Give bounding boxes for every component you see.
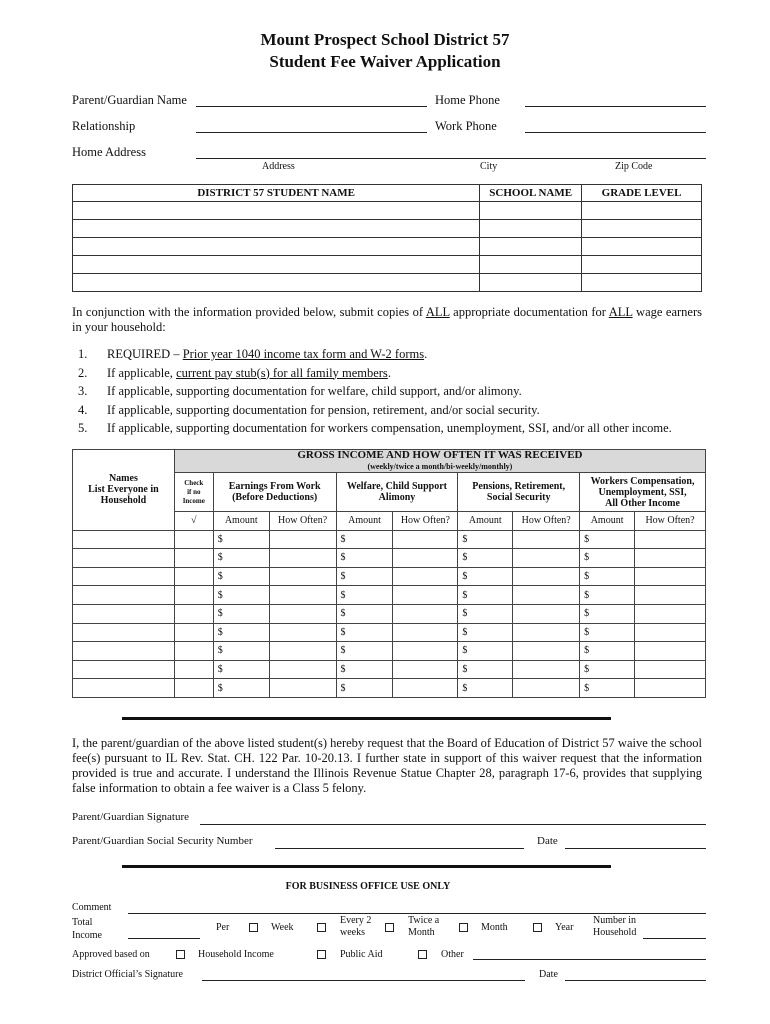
no-income-check-cell[interactable] (174, 586, 213, 605)
dollar-sign: $ (340, 571, 346, 583)
no-income-check-cell[interactable] (174, 567, 213, 586)
list-item (72, 364, 712, 383)
dollar-sign: $ (584, 626, 590, 638)
household-income-checkbox[interactable] (176, 950, 185, 959)
number-in-household-line: Number in (593, 915, 637, 926)
amount-cell[interactable] (336, 567, 393, 586)
check-header-line: Income (182, 496, 205, 505)
other-label: Other (441, 949, 464, 960)
dollar-sign: $ (217, 626, 223, 638)
amount-cell[interactable] (580, 549, 635, 568)
dollar-sign: $ (462, 571, 468, 583)
welfare-category-header (336, 473, 458, 512)
household-member-name-cell[interactable] (73, 679, 175, 698)
check-header-line: Check (184, 478, 204, 487)
certification-text: I, the parent/guardian of the above listed student(s) hereby request that the Board of Education of District 57 waive the school fee(s) pursuant to IL Rev. Stat. CH. 122 Par. 10-20.13. I further state in support of this waiver request that the information provided is true and accurate. I understand the Illinois Revenue Statue Chapter 28, paragraph 17-6, provides that supplying false information to obtain a fee waiver is a Class 5 felony. (72, 736, 702, 795)
how-often-cell[interactable] (269, 679, 336, 698)
names-header-line: Household (100, 495, 147, 507)
list-text-end: . (424, 347, 428, 361)
number-in-household-line: Household (593, 927, 637, 938)
how-often-cell[interactable] (393, 623, 458, 642)
amount-header: Amount (336, 512, 393, 531)
how-often-cell[interactable] (269, 567, 336, 586)
list-number: 3. (78, 384, 88, 398)
household-member-name-cell[interactable] (73, 567, 175, 586)
ssn-field[interactable] (275, 848, 524, 849)
check-mark-header: √ (174, 512, 213, 531)
twice-a-month-line: Month (408, 927, 435, 938)
no-income-check-cell[interactable] (174, 642, 213, 661)
signature-field[interactable] (200, 824, 706, 825)
school-name-cell[interactable] (480, 220, 582, 238)
address-sublabel: Address (262, 161, 295, 172)
names-header (73, 450, 175, 531)
amount-cell[interactable] (213, 530, 269, 549)
parent-name-label: Parent/Guardian Name (72, 93, 187, 107)
how-often-cell[interactable] (269, 604, 336, 623)
how-often-cell[interactable] (269, 660, 336, 679)
public-aid-checkbox[interactable] (317, 950, 326, 959)
total-income-line: Income (72, 930, 102, 941)
dollar-sign: $ (462, 589, 468, 601)
dollar-sign: $ (217, 664, 223, 676)
list-number: 4. (78, 402, 88, 417)
amount-cell[interactable] (336, 530, 393, 549)
dollar-sign: $ (217, 645, 223, 657)
amount-cell[interactable] (336, 660, 393, 679)
amount-cell[interactable] (458, 660, 513, 679)
business-date-label: Date (539, 969, 558, 980)
section-divider (122, 717, 611, 720)
dollar-sign: $ (584, 552, 590, 564)
documentation-list (72, 345, 712, 438)
dollar-sign: $ (462, 682, 468, 694)
other-checkbox[interactable] (418, 950, 427, 959)
amount-cell[interactable] (213, 567, 269, 586)
table-row (73, 274, 702, 292)
per-label: Per (216, 922, 230, 933)
category-line: All Other Income (605, 497, 680, 509)
grade-level-cell[interactable] (582, 238, 702, 256)
amount-cell[interactable] (458, 549, 513, 568)
list-item (72, 401, 712, 420)
how-often-cell[interactable] (635, 530, 706, 549)
official-signature-label: District Official’s Signature (72, 969, 183, 980)
dollar-sign: $ (217, 682, 223, 694)
how-often-cell[interactable] (269, 549, 336, 568)
household-member-name-cell[interactable] (73, 530, 175, 549)
student-name-cell[interactable] (73, 238, 480, 256)
every-2-weeks-line: weeks (340, 927, 365, 938)
dollar-sign: $ (217, 533, 223, 545)
dollar-sign: $ (217, 571, 223, 583)
how-often-cell[interactable] (635, 549, 706, 568)
date-field[interactable] (565, 848, 706, 849)
how-often-cell[interactable] (513, 642, 580, 661)
comment-field[interactable] (128, 913, 706, 914)
how-often-cell[interactable] (513, 623, 580, 642)
twice-a-month-label (408, 915, 439, 939)
student-name-cell[interactable] (73, 220, 480, 238)
student-table-header (73, 185, 702, 202)
how-often-header: How Often? (269, 512, 336, 531)
table-row (73, 679, 706, 698)
dollar-sign: $ (340, 552, 346, 564)
comment-label: Comment (72, 902, 112, 913)
dollar-sign: $ (584, 645, 590, 657)
income-table (72, 449, 706, 698)
amount-cell[interactable] (213, 679, 269, 698)
month-label: Month (481, 922, 508, 933)
table-row (73, 238, 702, 256)
total-income-field[interactable] (128, 938, 200, 939)
dollar-sign: $ (462, 552, 468, 564)
form-title: Mount Prospect School District 57 (260, 30, 510, 49)
dollar-sign: $ (340, 626, 346, 638)
zip-sublabel: Zip Code (615, 161, 653, 172)
date-label: Date (537, 835, 558, 847)
table-row (73, 586, 706, 605)
student-name-cell[interactable] (73, 202, 480, 220)
table-row (73, 530, 706, 549)
month-checkbox[interactable] (459, 923, 468, 932)
school-name-cell[interactable] (480, 256, 582, 274)
amount-cell[interactable] (458, 567, 513, 586)
how-often-cell[interactable] (269, 642, 336, 661)
week-label: Week (271, 922, 294, 933)
amount-cell[interactable] (213, 549, 269, 568)
category-line: Pensions, Retirement, (472, 481, 566, 492)
household-income-label: Household Income (198, 949, 274, 960)
household-member-name-cell[interactable] (73, 604, 175, 623)
category-line: Social Security (486, 492, 551, 503)
list-text-underlined: current pay stub(s) for all family members (176, 365, 388, 380)
how-often-cell[interactable] (635, 642, 706, 661)
twice-a-month-line: Twice a (408, 915, 440, 926)
dollar-sign: $ (340, 589, 346, 601)
how-often-cell[interactable] (513, 549, 580, 568)
household-member-name-cell[interactable] (73, 642, 175, 661)
amount-cell[interactable] (213, 623, 269, 642)
intro-all-2: ALL (608, 305, 633, 319)
dollar-sign: $ (584, 682, 590, 694)
household-member-name-cell[interactable] (73, 549, 175, 568)
how-often-cell[interactable] (393, 530, 458, 549)
how-often-cell[interactable] (269, 530, 336, 549)
no-income-check-cell[interactable] (174, 549, 213, 568)
household-member-name-cell[interactable] (73, 586, 175, 605)
category-line: Workers Compensation, (590, 475, 695, 487)
dollar-sign: $ (340, 682, 346, 694)
list-number: 5. (78, 421, 88, 435)
student-name-cell[interactable] (73, 256, 480, 274)
gross-income-header (174, 450, 705, 473)
household-member-name-cell[interactable] (73, 623, 175, 642)
how-often-cell[interactable] (393, 642, 458, 661)
amount-cell[interactable] (458, 530, 513, 549)
grade-level-cell[interactable] (582, 274, 702, 292)
amount-cell[interactable] (336, 679, 393, 698)
dollar-sign: $ (462, 608, 468, 620)
amount-cell[interactable] (213, 642, 269, 661)
dollar-sign: $ (462, 626, 468, 638)
names-header-line: Names (108, 473, 138, 485)
student-name-cell[interactable] (73, 274, 480, 292)
home-address-field[interactable] (196, 158, 706, 159)
list-text: If applicable, (107, 365, 177, 380)
gross-income-subtitle: (weekly/twice a month/bi-weekly/monthly) (367, 462, 513, 471)
dollar-sign: $ (584, 608, 590, 620)
household-member-name-cell[interactable] (73, 660, 175, 679)
workers-comp-category-header (580, 473, 706, 512)
public-aid-label: Public Aid (340, 949, 383, 960)
intro-text-c: wage earners in your household: (72, 305, 702, 334)
how-often-header: How Often? (513, 512, 580, 531)
how-often-cell[interactable] (635, 660, 706, 679)
home-phone-field[interactable] (525, 106, 706, 107)
parent-name-field[interactable] (196, 106, 427, 107)
category-line: (Before Deductions) (232, 492, 318, 503)
dollar-sign: $ (584, 589, 590, 601)
business-date-field[interactable] (565, 980, 706, 981)
amount-header: Amount (580, 512, 635, 531)
list-item (72, 345, 712, 364)
total-income-line: Total (72, 917, 93, 928)
no-income-check-cell[interactable] (174, 660, 213, 679)
school-name-header: SCHOOL NAME (480, 185, 582, 202)
category-line: Welfare, Child Support (346, 481, 447, 492)
intro-text-b: appropriate documentation for (449, 305, 609, 319)
amount-cell[interactable] (580, 530, 635, 549)
amount-cell[interactable] (336, 586, 393, 605)
how-often-cell[interactable] (513, 660, 580, 679)
how-often-cell[interactable] (393, 679, 458, 698)
dollar-sign: $ (217, 589, 223, 601)
amount-header: Amount (213, 512, 269, 531)
other-field[interactable] (473, 959, 706, 960)
amount-cell[interactable] (580, 679, 635, 698)
number-in-household-field[interactable] (643, 938, 706, 939)
how-often-cell[interactable] (269, 623, 336, 642)
dollar-sign: $ (462, 664, 468, 676)
how-often-cell[interactable] (513, 567, 580, 586)
dollar-sign: $ (462, 533, 468, 545)
how-often-cell[interactable] (635, 567, 706, 586)
home-phone-label: Home Phone (435, 93, 500, 107)
dollar-sign: $ (217, 552, 223, 564)
how-often-cell[interactable] (393, 604, 458, 623)
amount-cell[interactable] (580, 623, 635, 642)
approved-based-on-label: Approved based on (72, 949, 150, 960)
category-line: Alimony (378, 492, 416, 503)
no-income-check-cell[interactable] (174, 679, 213, 698)
grade-level-cell[interactable] (582, 202, 702, 220)
table-row (73, 549, 706, 568)
check-header-line: if no (187, 487, 201, 496)
earnings-category-header (213, 473, 336, 512)
dollar-sign: $ (584, 533, 590, 545)
total-income-label (72, 916, 102, 942)
work-phone-field[interactable] (525, 132, 706, 133)
table-row (73, 660, 706, 679)
how-often-cell[interactable] (393, 586, 458, 605)
every-2-weeks-checkbox[interactable] (317, 923, 326, 932)
year-checkbox[interactable] (533, 923, 542, 932)
list-number: 1. (78, 347, 88, 361)
relationship-label: Relationship (72, 119, 136, 133)
table-row (73, 567, 706, 586)
year-label: Year (555, 922, 574, 933)
pensions-category-header (458, 473, 580, 512)
no-income-check-cell[interactable] (174, 623, 213, 642)
school-name-cell[interactable] (480, 202, 582, 220)
form-subtitle: Student Fee Waiver Application (269, 52, 501, 71)
school-name-cell[interactable] (480, 274, 582, 292)
list-item (72, 419, 712, 438)
dollar-sign: $ (462, 645, 468, 657)
table-row (73, 604, 706, 623)
how-often-cell[interactable] (635, 679, 706, 698)
relationship-field[interactable] (196, 132, 427, 133)
amount-cell[interactable] (580, 642, 635, 661)
category-line: Earnings From Work (228, 481, 321, 492)
amount-cell[interactable] (336, 549, 393, 568)
amount-cell[interactable] (213, 660, 269, 679)
amount-cell[interactable] (458, 623, 513, 642)
list-item (72, 382, 712, 401)
table-row (73, 642, 706, 661)
table-row (73, 202, 702, 220)
dollar-sign: $ (340, 664, 346, 676)
amount-cell[interactable] (213, 604, 269, 623)
student-name-header: DISTRICT 57 STUDENT NAME (73, 185, 480, 202)
no-income-check-cell[interactable] (174, 604, 213, 623)
how-often-cell[interactable] (393, 660, 458, 679)
grade-level-cell[interactable] (582, 256, 702, 274)
table-row (73, 256, 702, 274)
how-often-cell[interactable] (635, 604, 706, 623)
business-office-title: FOR BUSINESS OFFICE USE ONLY (285, 881, 451, 892)
student-table (72, 184, 702, 292)
home-address-label: Home Address (72, 145, 146, 159)
school-name-cell[interactable] (480, 238, 582, 256)
how-often-cell[interactable] (393, 549, 458, 568)
dollar-sign: $ (584, 571, 590, 583)
amount-cell[interactable] (580, 586, 635, 605)
how-often-cell[interactable] (269, 586, 336, 605)
grade-level-header: GRADE LEVEL (582, 185, 702, 202)
names-header-line: List Everyone in (88, 484, 159, 496)
list-text: If applicable, supporting documentation for welfare, child support, and/or alimony. (107, 384, 522, 398)
how-often-cell[interactable] (393, 567, 458, 586)
table-row (73, 220, 702, 238)
number-in-household-label (593, 915, 636, 939)
ssn-label: Parent/Guardian Social Security Number (72, 835, 253, 847)
twice-a-month-checkbox[interactable] (385, 923, 394, 932)
signature-label: Parent/Guardian Signature (72, 811, 189, 823)
income-title-row (73, 450, 706, 473)
how-often-cell[interactable] (513, 679, 580, 698)
amount-cell[interactable] (213, 586, 269, 605)
list-number: 2. (78, 365, 88, 380)
list-text-underlined: Prior year 1040 income tax form and W-2 forms (182, 347, 425, 361)
work-phone-label: Work Phone (435, 119, 497, 133)
grade-level-cell[interactable] (582, 220, 702, 238)
dollar-sign: $ (584, 664, 590, 676)
intro-text-a: In conjunction with the information provided below, submit copies of (72, 305, 426, 319)
amount-cell[interactable] (336, 642, 393, 661)
amount-cell[interactable] (580, 604, 635, 623)
every-2-weeks-label (340, 915, 371, 939)
every-2-weeks-line: Every 2 (340, 915, 372, 926)
list-text: If applicable, supporting documentation for pension, retirement, and/or social security. (107, 402, 540, 417)
dollar-sign: $ (340, 645, 346, 657)
dollar-sign: $ (340, 533, 346, 545)
how-often-cell[interactable] (513, 530, 580, 549)
week-checkbox[interactable] (249, 923, 258, 932)
how-often-header: How Often? (635, 512, 706, 531)
how-often-cell[interactable] (513, 586, 580, 605)
amount-cell[interactable] (458, 679, 513, 698)
dollar-sign: $ (340, 608, 346, 620)
amount-cell[interactable] (458, 604, 513, 623)
dollar-sign: $ (217, 608, 223, 620)
amount-cell[interactable] (336, 604, 393, 623)
how-often-cell[interactable] (635, 586, 706, 605)
how-often-cell[interactable] (635, 623, 706, 642)
table-row (73, 623, 706, 642)
intro-all-1: ALL (425, 305, 450, 319)
how-often-cell[interactable] (513, 604, 580, 623)
list-text-end: . (387, 365, 391, 380)
amount-cell[interactable] (580, 567, 635, 586)
amount-cell[interactable] (458, 642, 513, 661)
category-line: Unemployment, SSI, (598, 486, 687, 498)
instructions-intro (72, 305, 702, 335)
gross-income-title: GROSS INCOME AND HOW OFTEN IT WAS RECEIVED (297, 449, 583, 461)
amount-cell[interactable] (580, 660, 635, 679)
check-no-income-header (174, 473, 213, 512)
list-text: REQUIRED – (107, 347, 183, 361)
official-signature-field[interactable] (202, 980, 525, 981)
amount-cell[interactable] (458, 586, 513, 605)
amount-cell[interactable] (336, 623, 393, 642)
amount-header: Amount (458, 512, 513, 531)
list-text: If applicable, supporting documentation for workers compensation, unemployment, SSI, and/or all other income. (107, 421, 672, 435)
city-sublabel: City (480, 161, 498, 172)
how-often-header: How Often? (393, 512, 458, 531)
section-divider (122, 865, 611, 868)
no-income-check-cell[interactable] (174, 530, 213, 549)
